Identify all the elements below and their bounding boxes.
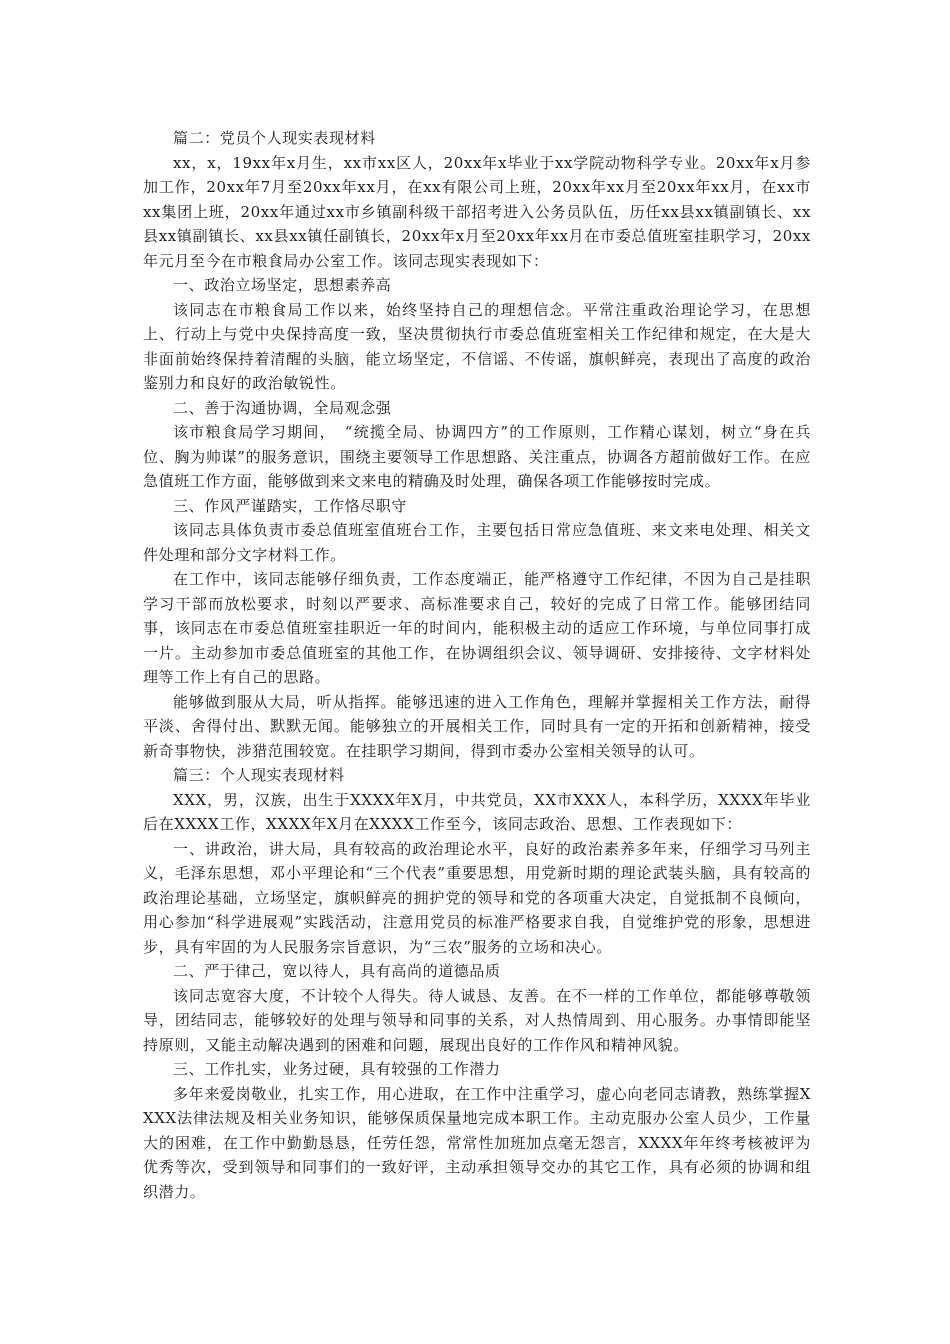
- subheading: 二、善于沟通协调，全局观念强: [173, 398, 392, 417]
- paragraph: 该同志在市粮食局工作以来，始终坚持自己的理想信念。平常注重政治理论学习，在思想上、行动上与党中央保持高度一致，坚决贯彻执行市委总值班室相关工作纪律和规定，在大是大非面前始终保持着清醒的头脑，能立场坚定，不信谣、不传谣，旗帜鲜亮，表现出了高度的政治鉴别力和良好的政治敏锐性。: [143, 300, 811, 392]
- paragraph: 该市粮食局学习期间， “统揽全局、协调四方”的工作原则，工作精心谋划，树立“身在兵位、胸为帅谋”的服务意识，围绕主要领导工作思想路、关注重点，协调各方超前做好工作。在应急值班工作方面，能够做到来文来电的精确及时处理，确保各项工作能够按时完成。: [143, 423, 811, 490]
- subheading: 二、严于律己，宽以待人，具有高尚的道德品质: [173, 962, 501, 980]
- paragraph: 该同志宽容大度，不计较个人得失。待人诚恳、友善。在不一样的工作单位，都能够尊敬领导，团结同志，能够较好的处理与领导和同事的关系，对人热情周到、用心服务。办事情即能坚持原则，又能主动解决遇到的困难和问题，展现出良好的工作作风和精神风貌。: [143, 986, 811, 1054]
- paragraph: 在工作中，该同志能够仔细负责，工作态度端正，能严格遵守工作纪律，不因为自己是挂职学习干部而放松要求，时刻以严要求、高标准要求自己，较好的完成了日常工作。能够团结同事，该同志在市委总值班室挂职近一年的时间内，能积极主动的适应工作环境，与单位同事打成一片。主动参加市委总值班室的其他工作，在协调组织会议、领导调研、安排接待、文字材料处理等工作上有自己的思路。: [143, 570, 811, 686]
- paragraph: 多年来爱岗敬业，扎实工作，用心进取，在工作中注重学习，虚心向老同志请教，熟练掌握XXXX法律法规及相关业务知识，能够保质保量地完成本职工作。主动克服办公室人员少，工作量大的困难，在工作中勤勤恳恳，任劳任怨，常常性加班加点毫无怨言，XXXX年年终考核被评为优秀等次，受到领导和同事们的一致好评，主动承担领导交办的其它工作，具有必须的协调和组织潜力。: [143, 1084, 811, 1201]
- section-title-part3: 篇三：个人现实表现材料: [173, 766, 345, 784]
- section-title-part2: 篇二：党员个人现实表现材料: [173, 129, 376, 147]
- paragraph: 能够做到服从大局，听从指挥。能够迅速的进入工作角色，理解并掌握相关工作方法，耐得平淡、舍得付出、默默无闻。能够独立的开展相关工作，同时具有一定的开拓和创新精神，接受新奇事物快，涉猎范围较宽。在挂职学习期间，得到市委办公室相关领导的认可。: [143, 692, 811, 760]
- paragraph: 一、讲政治，讲大局，具有较高的政治理论水平，良好的政治素养多年来，仔细学习马列主义，毛泽东思想，邓小平理论和“三个代表”重要思想，用党新时期的理论武装头脑，具有较高的政治理论基础，立场坚定，旗帜鲜亮的拥护党的领导和党的各项重大决定，自觉抵制不良倾向，用心参加“科学进展观”实践活动，注意用党员的标准严格要求自我，自觉维护党的形象，思想进步，具有牢固的为人民服务宗旨意识，为“三农”服务的立场和决心。: [143, 839, 811, 956]
- paragraph: 该同志具体负责市委总值班室值班台工作，主要包括日常应急值班、来文来电处理、相关文件处理和部分文字材料工作。: [143, 521, 811, 564]
- paragraph: XXX，男，汉族，出生于XXXX年X月，中共党员，XX市XXX人，本科学历，XXXX年毕业后在XXXX工作，XXXX年X月在XXXX工作至今，该同志政治、思想、工作表现如下：: [143, 790, 811, 833]
- document-body: [143, 126, 811, 1204]
- paragraph: xx，x，19xx年x月生，xx市xx区人，20xx年x毕业于xx学院动物科学专业。20xx年x月参加工作，20xx年7月至20xx年xx月，在xx有限公司上班，20xx年xx月至20xx年xx月，在xx市xx集团上班，20xx年通过xx市乡镇副科级干部招考进入公务员队伍，历任xx县xx镇副镇长、xx县xx镇副镇长、xx县xx镇任副镇长，20xx年x月至20xx年xx月在市委总值班室挂职学习，20xx年元月至今在市粮食局办公室工作。该同志现实表现如下：: [143, 153, 811, 270]
- subheading: 三、工作扎实，业务过硬，具有较强的工作潜力: [173, 1060, 501, 1078]
- subheading: 一、政治立场坚定，思想素养高: [173, 276, 392, 294]
- subheading: 三、作风严谨踏实，工作恪尽职守: [173, 496, 408, 515]
